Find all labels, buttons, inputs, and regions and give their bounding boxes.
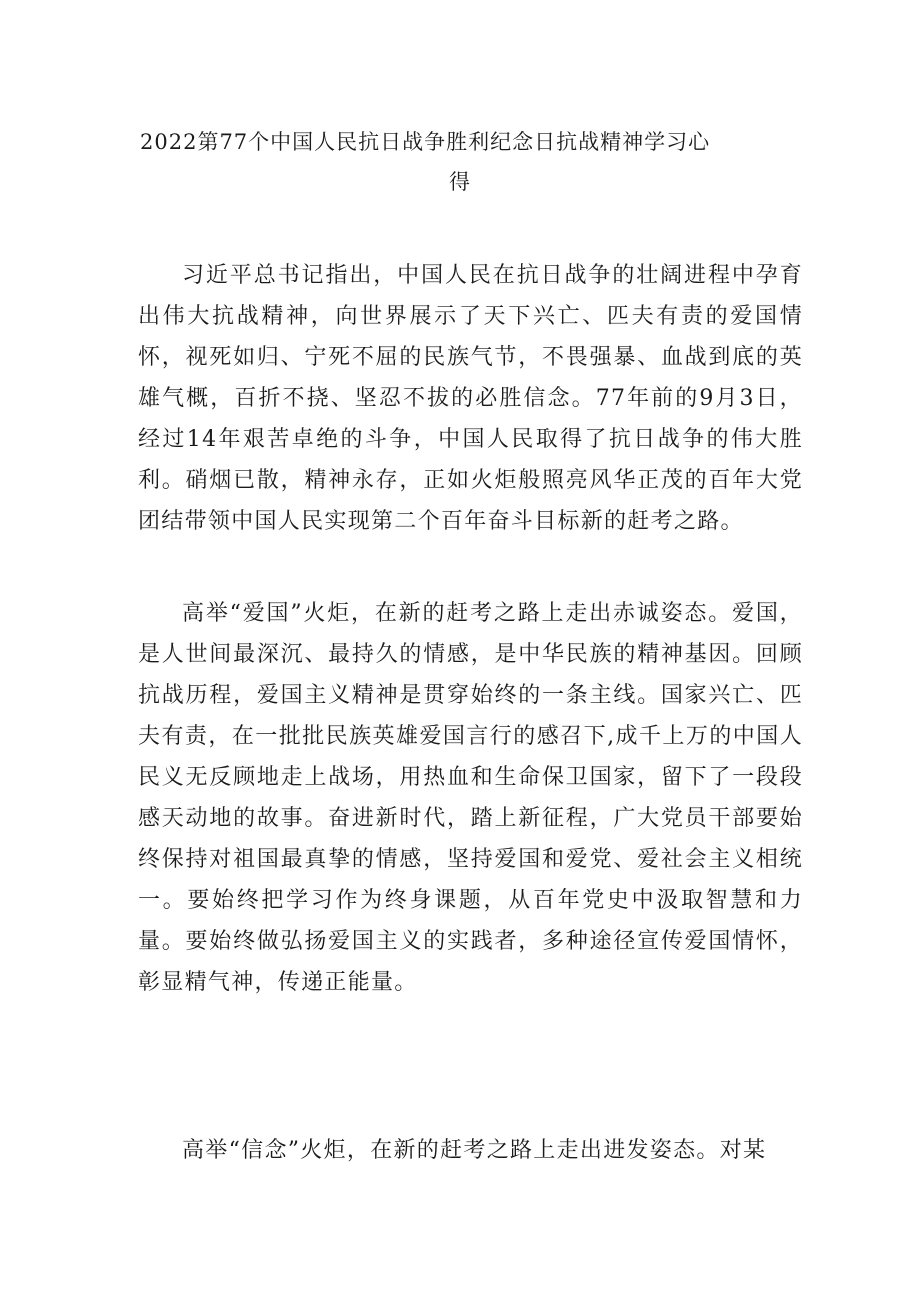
document-title xyxy=(140,122,780,202)
title-line-1: 2022第77个中国人民抗日战争胜利纪念日抗战精神学习心 xyxy=(140,130,711,154)
paragraph-2: 高举“爱国”火炬，在新的赶考之路上走出赤诚姿态。爱国，是人世间最深沉、最持久的情感，是中华民族的精神基因。回顾抗战历程，爱国主义精神是贯穿始终的一条主线。国家兴亡、匹夫有责，在一批批民族英雄爱国言行的感召下,成千上万的中国人民义无反顾地走上战场，用热血和生命保卫国家，留下了一段段感天动地的故事。奋进新时代，踏上新征程，广大党员干部要始终保持对祖国最真挚的情感，坚持爱国和爱党、爱社会主义相统一。要始终把学习作为终身课题，从百年党史中汲取智慧和力量。要始终做弘扬爱国主义的实践者，多种途径宣传爱国情怀，彰显精气神，传递正能量。 xyxy=(138,601,803,995)
paragraph-1: 习近平总书记指出，中国人民在抗日战争的壮阔进程中孕育出伟大抗战精神，向世界展示了天下兴亡、匹夫有责的爱国情怀，视死如归、宁死不屈的民族气节，不畏强暴、血战到底的英雄气概，百折不挠、坚忍不拔的必胜信念。77年前的9月3日，经过14年艰苦卓绝的斗争，中国人民取得了抗日战争的伟大胜利。硝烟已散，精神永存，正如火炬般照亮风华正茂的百年大党团结带领中国人民实现第二个百年奋斗目标新的赶考之路。 xyxy=(138,263,803,534)
paragraph-3: 高举“信念”火炬，在新的赶考之路上走出进发姿态。对某 xyxy=(182,1138,767,1163)
title-line-2: 得 xyxy=(449,170,471,194)
